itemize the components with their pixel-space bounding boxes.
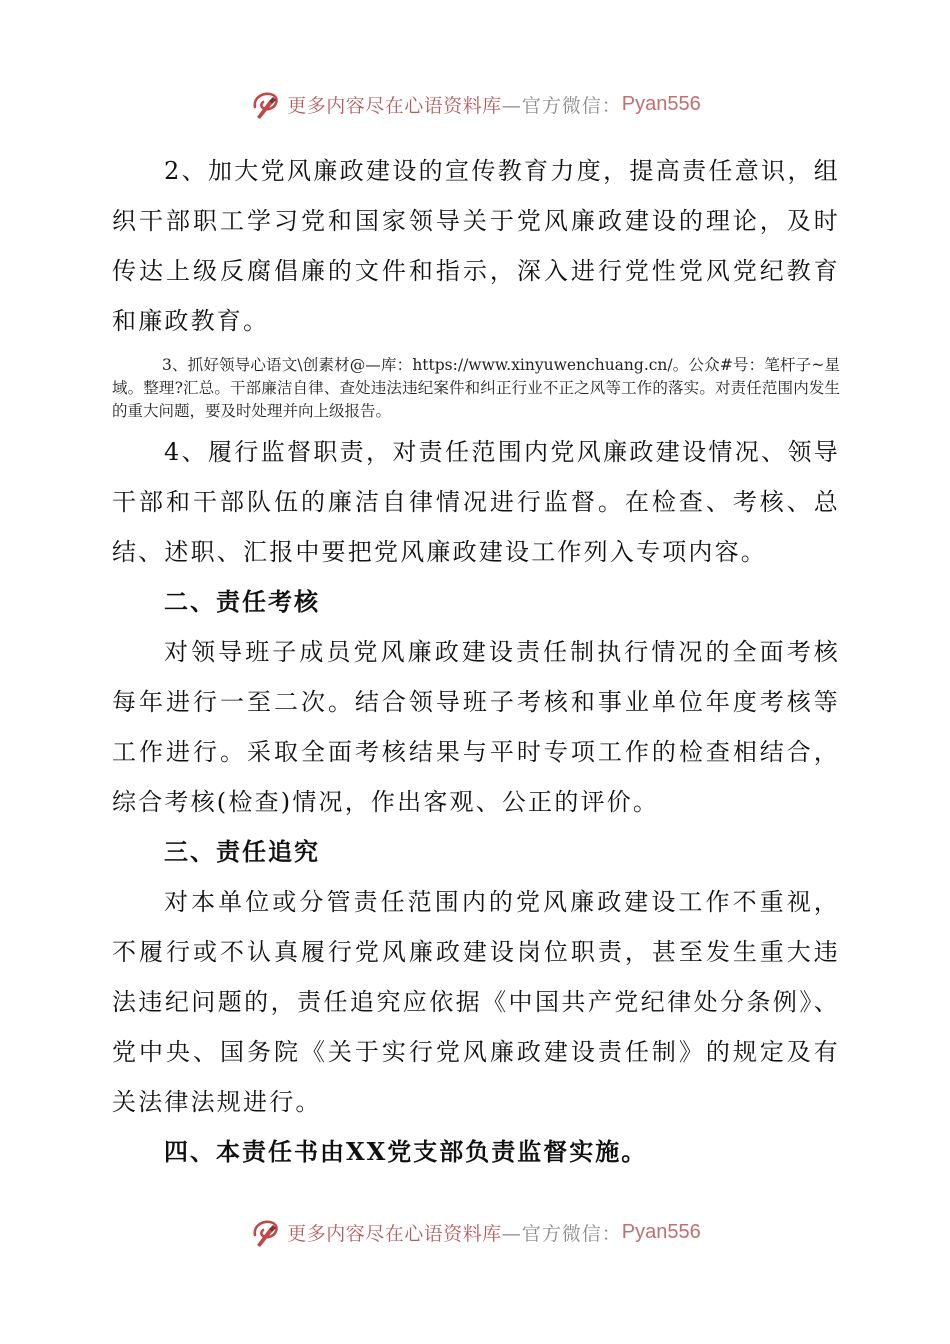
document-body xyxy=(112,146,840,1177)
banner-wechat-label: —官方微信： xyxy=(501,94,622,117)
paragraph-item-4: 4、履行监督职责，对责任范围内党风廉政建设情况、领导干部和干部队伍的廉洁自律情况进行监督。在检查、考核、总结、述职、汇报中要把党风廉政建设工作列入专项内容。 xyxy=(112,438,840,566)
footer-banner xyxy=(0,1212,950,1252)
paragraph-item-2: 2、加大党风廉政建设的宣传教育力度，提高责任意识，组织干部职工学习党和国家领导关于党风廉政建设的理论，及时传达上级反腐倡廉的文件和指示，深入进行党性党风党纪教育和廉政教育。 xyxy=(112,157,840,335)
paragraph-accountability: 对本单位或分管责任范围内的党风廉政建设工作不重视，不履行或不认真履行党风廉政建设岗位职责，甚至发生重大违法违纪问题的，责任追究应依据《中国共产党纪律处分条例》、党中央、国务院《关于实行党风廉政建设责任制》的规定及有关法律法规进行。 xyxy=(112,888,840,1116)
pen-swirl-logo-icon xyxy=(249,1215,283,1249)
paragraph-assessment: 对领导班子成员党风廉政建设责任制执行情况的全面考核每年进行一至二次。结合领导班子考核和事业单位年度考核等工作进行。采取全面考核结果与平时专项工作的检查相结合，综合考核(检查)情况，作出客观、公正的评价。 xyxy=(112,638,840,816)
section-heading-accountability: 三、责任追究 xyxy=(164,837,320,866)
section-heading-supervision: 四、本责任书由XX党支部负责监督实施。 xyxy=(164,1137,648,1166)
banner-text: 更多内容尽在心语资料库 xyxy=(287,94,502,117)
header-banner xyxy=(0,84,950,124)
banner-wechat-id: Pyan556 xyxy=(621,92,701,115)
banner-wechat-label: —官方微信： xyxy=(501,1222,622,1245)
paragraph-item-3: 3、抓好领导心语文\创素材@—库：https://www.xinyuwenchuang.cn/。公众#号：笔杆子~星域。整理?汇总。干部廉洁自律、查处违法违纪案件和纠正行业不正之风等工作的落实。对责任范围内发生的重大问题，要及时处理并向上级报告。 xyxy=(112,356,840,420)
banner-text: 更多内容尽在心语资料库 xyxy=(287,1222,502,1245)
section-heading-assessment: 二、责任考核 xyxy=(164,587,320,616)
pen-swirl-logo-icon xyxy=(249,87,283,121)
banner-wechat-id: Pyan556 xyxy=(621,1220,701,1243)
